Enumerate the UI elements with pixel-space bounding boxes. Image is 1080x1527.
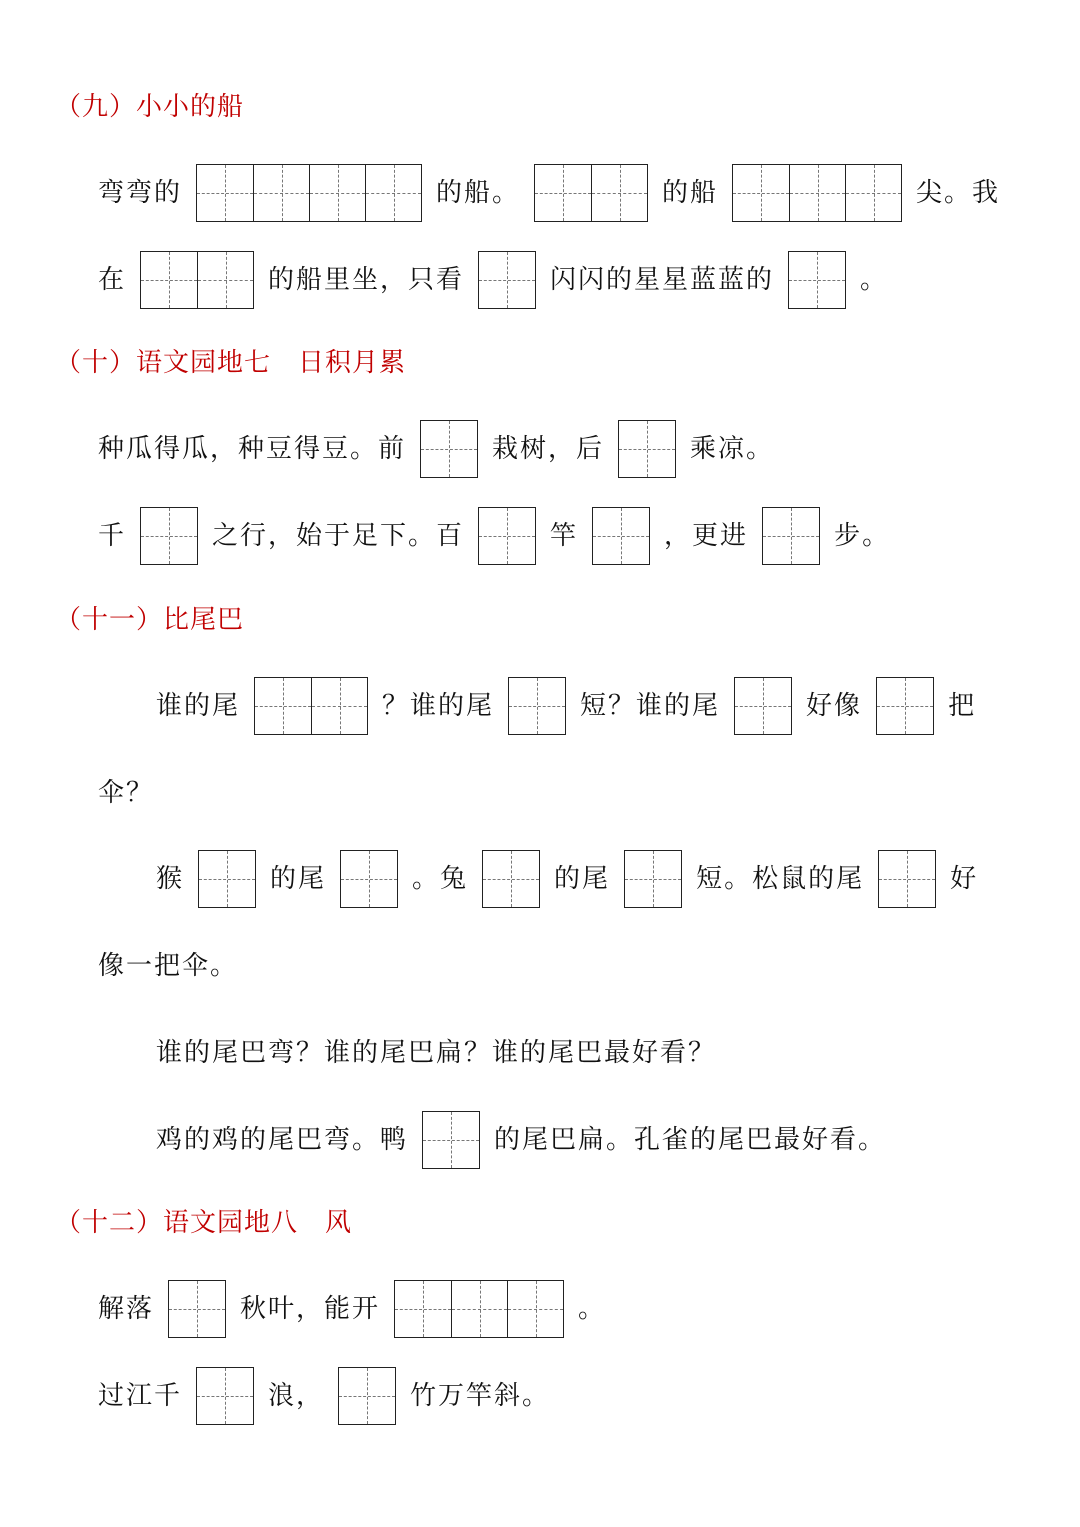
answer-box-1[interactable] [168,1280,226,1338]
text: 之行，始于足下。百 [212,521,465,551]
section-12-line-1 [98,1280,606,1338]
section-11-line-3 [156,850,978,908]
text: 的船。 [436,178,521,208]
text: 竹万竿斜。 [410,1381,551,1411]
answer-box-2[interactable] [140,251,254,309]
answer-box-3[interactable] [732,164,902,222]
section-11-line-6 [156,1111,886,1169]
text: 谁的尾巴弯？谁的尾巴扁？谁的尾巴最好看？ [156,1038,717,1068]
text: 尖。我 [916,178,1001,208]
answer-box-2[interactable] [254,677,368,735]
answer-box-1[interactable] [198,850,256,908]
text: 过江千 [98,1381,183,1411]
text: 好像 [806,691,863,721]
text: 乘凉。 [690,434,775,464]
text: 短。松鼠的尾 [696,864,865,894]
answer-box-1[interactable] [338,1367,396,1425]
text: 。兔 [412,864,469,894]
answer-box-1[interactable] [478,507,536,565]
text: 步。 [834,521,891,551]
answer-box-1[interactable] [618,420,676,478]
text: 猴 [156,864,185,894]
text: 。 [578,1294,607,1324]
section-12-title: （十二）语文园地八 风 [55,1208,353,1238]
section-10-title: （十）语文园地七 日积月累 [55,348,407,378]
text: 秋叶，能开 [240,1294,381,1324]
text: 竿 [550,521,579,551]
section-11-line-2 [98,764,154,822]
text: 在 [98,265,127,295]
section-10-line-1 [98,420,774,478]
answer-box-3[interactable] [394,1280,564,1338]
answer-box-4[interactable] [196,164,422,222]
answer-box-1[interactable] [592,507,650,565]
section-11-line-1 [156,677,976,735]
text: 短？谁的尾 [580,691,721,721]
answer-box-1[interactable] [878,850,936,908]
answer-box-1[interactable] [734,677,792,735]
answer-box-1[interactable] [340,850,398,908]
text: 弯弯的 [98,178,183,208]
text: ？谁的尾 [382,691,495,721]
answer-box-1[interactable] [876,677,934,735]
section-10-line-2 [98,507,890,565]
section-12-line-2 [98,1367,550,1425]
section-11-line-4 [98,937,238,995]
text: 种瓜得瓜，种豆得豆。前 [98,434,407,464]
text: 像一把伞。 [98,951,239,981]
text: 的尾巴扁。孔雀的尾巴最好看。 [494,1125,887,1155]
text: 解落 [98,1294,155,1324]
text: 把 [948,691,977,721]
section-11-title: （十一）比尾巴 [55,605,245,635]
answer-box-1[interactable] [420,420,478,478]
text: 。 [860,265,889,295]
section-9-line-1 [98,164,1000,222]
answer-box-1[interactable] [478,251,536,309]
text: 栽树，后 [492,434,605,464]
answer-box-2[interactable] [534,164,648,222]
text: 的尾 [270,864,327,894]
text: 闪闪的星星蓝蓝的 [550,265,775,295]
answer-box-1[interactable] [788,251,846,309]
answer-box-1[interactable] [508,677,566,735]
answer-box-1[interactable] [140,507,198,565]
text: 鸡的鸡的尾巴弯。鸭 [156,1125,409,1155]
text: ，更进 [664,521,749,551]
text: 的船里坐，只看 [268,265,465,295]
answer-box-1[interactable] [482,850,540,908]
answer-box-1[interactable] [422,1111,480,1169]
text: 谁的尾 [156,691,241,721]
answer-box-1[interactable] [762,507,820,565]
text: 浪， [268,1381,325,1411]
answer-box-1[interactable] [624,850,682,908]
text: 的尾 [554,864,611,894]
section-11-line-5 [156,1024,716,1082]
text: 的船 [662,178,719,208]
text: 千 [98,521,127,551]
section-9-title: （九）小小的船 [55,92,245,122]
text: 伞？ [98,778,155,808]
answer-box-1[interactable] [196,1367,254,1425]
section-9-line-2 [98,251,888,309]
text: 好 [950,864,979,894]
